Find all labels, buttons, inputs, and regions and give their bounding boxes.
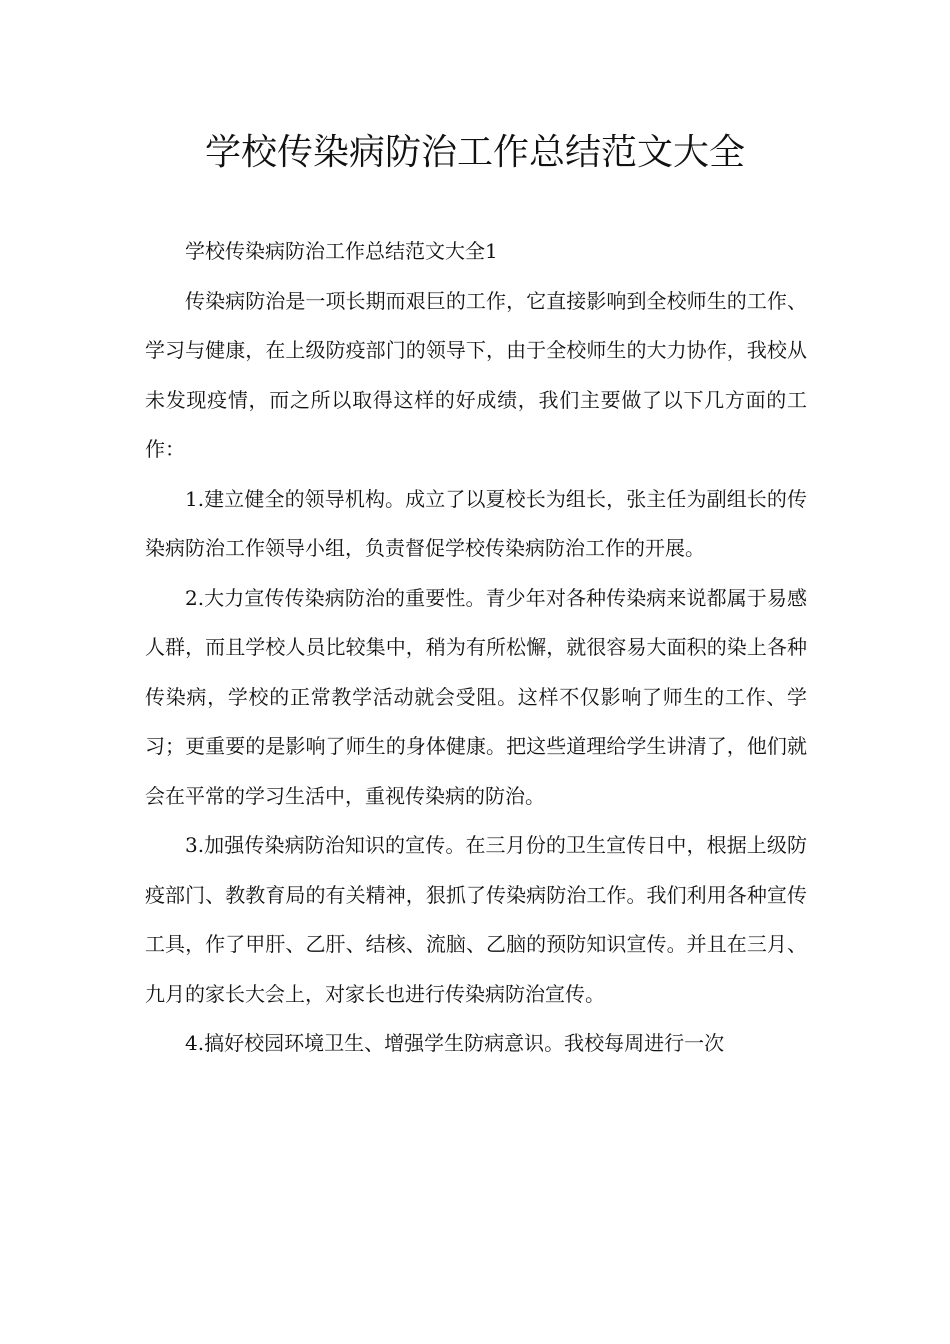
- paragraph-intro: 传染病防治是一项长期而艰巨的工作，它直接影响到全校师生的工作、学习与健康，在上级防疫部门的领导下，由于全校师生的大力协作，我校从未发现疫情，而之所以取得这样的好成绩，我们主要做了以下几方面的工作：: [145, 288, 807, 461]
- paragraph-item-3: 3.加强传染病防治知识的宣传。在三月份的卫生宣传日中，根据上级防疫部门、教教育局的有关精神，狠抓了传染病防治工作。我们利用各种宣传工具，作了甲肝、乙肝、结核、流脑、乙脑的预防知识宣传。并且在三月、九月的家长大会上，对家长也进行传染病防治宣传。: [145, 833, 807, 1006]
- paragraph-subtitle: 学校传染病防治工作总结范文大全1: [185, 239, 498, 263]
- paragraph-item-1: 1.建立健全的领导机构。成立了以夏校长为组长，张主任为副组长的传染病防治工作领导小组，负责督促学校传染病防治工作的开展。: [145, 486, 807, 560]
- document-title: 学校传染病防治工作总结范文大全: [204, 132, 745, 173]
- paragraph-item-2: 2.大力宣传传染病防治的重要性。青少年对各种传染病来说都属于易感人群，而且学校人员比较集中，稍为有所松懈，就很容易大面积的染上各种传染病，学校的正常教学活动就会受阻。这样不仅影响了师生的工作、学习；更重要的是影响了师生的身体健康。把这些道理给学生讲清了，他们就会在平常的学习生活中，重视传染病的防治。: [145, 585, 807, 808]
- document-body: [145, 227, 807, 1069]
- paragraph-item-4: 4.搞好校园环境卫生、增强学生防病意识。我校每周进行一次: [185, 1031, 725, 1055]
